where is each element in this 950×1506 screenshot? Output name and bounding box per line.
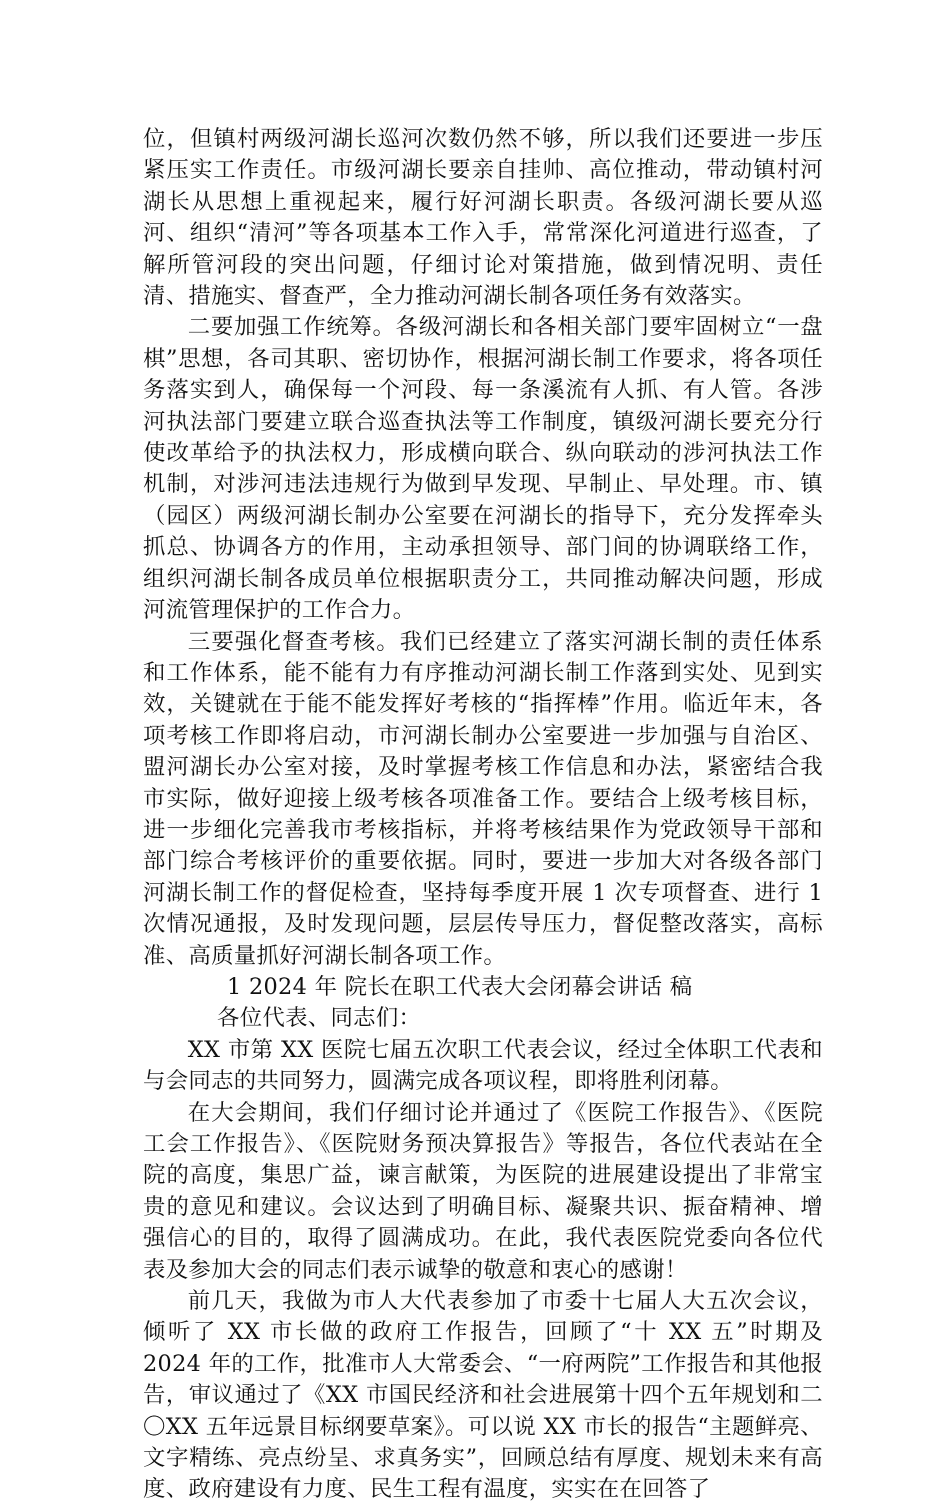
speech-paragraph-opening: XX 市第 XX 医院七届五次职工代表会议，经过全体职工代表和与会同志的共同努力，圆满完成各项议程，即将胜利闭幕。 [143,1036,823,1095]
salutation: 各位代表、同志们： [217,1005,422,1032]
paragraph-supervision: 三要强化督查考核。我们已经建立了落实河湖长制的责任体系和工作体系，能不能有力有序推动河湖长制工作落到实处、见到实效，关键就在于能不能发挥好考核的“指挥棒”作用。临近年末，各项考核工作即将启动，市河湖长制办公室要进一步加强与自治区、盟河湖长办公室对接，及时掌握考核工作信息和办法，紧密结合我市实际，做好迎接上级考核各项准备工作。要结合上级考核目标，进一步细化完善我市考核指标，并将考核结果作为党政领导干部和部门综合考核评价的重要依据。同时，要进一步加大对各级各部门河湖长制工作的督促检查，坚持每季度开展 1 次专项督查、进行 1 次情况通报，及时发现问题，层层传导压力，督促整改落实，高标准、高质量抓好河湖长制各项工作。 [143,628,823,969]
speech-paragraph-meeting: 在大会期间，我们仔细讨论并通过了《医院工作报告》、《医院工会工作报告》、《医院财务预决算报告》等报告，各位代表站在全院的高度，集思广益，谏言献策，为医院的进展建设提出了非常宝贵的意见和建议。会议达到了明确目标、凝聚共识、振奋精神、增强信心的目的，取得了圆满成功。在此，我代表医院党委向各位代表及参加大会的同志们表示诚挚的敬意和衷心的感谢！ [143,1099,823,1283]
paragraph-coordination: 二要加强工作统筹。各级河湖长和各相关部门要牢固树立“一盘棋”思想，各司其职、密切协作，根据河湖长制工作要求，将各项任务落实到人，确保每一个河段、每一条溪流有人抓、有人管。各涉河执法部门要建立联合巡查执法等工作制度，镇级河湖长要充分行使改革给予的执法权力，形成横向联合、纵向联动的涉河执法工作机制，对涉河违法违规行为做到早发现、早制止、早处理。市、镇（园区）两级河湖长制办公室要在河湖长的指导下，充分发挥牵头抓总、协调各方的作用，主动承担领导、部门间的协调联络工作，组织河湖长制各成员单位根据职责分工，共同推动解决问题，形成河流管理保护的工作合力。 [143,314,823,624]
paragraph-responsibility: 位，但镇村两级河湖长巡河次数仍然不够，所以我们还要进一步压紧压实工作责任。市级河湖长要亲自挂帅、高位推动，带动镇村河湖长从思想上重视起来，履行好河湖长职责。各级河湖长要从巡河、组织“清河”等各项基本工作入手，常常深化河道进行巡查，了解所管河段的突出问题，仔细讨论对策措施，做到情况明、责任清、措施实、督查严，全力推动河湖长制各项任务有效落实。 [143,126,823,310]
document-body [143,124,823,1506]
speech-paragraph-report: 前几天，我做为市人大代表参加了市委十七届人大五次会议，倾听了 XX 市长做的政府工作报告，回顾了“十 XX 五”时期及 2024 年的工作，批准市人大常委会、“一府两院”工作报告和其他报告，审议通过了《XX 市国民经济和社会进展第十四个五年规划和二〇XX 五年远景目标纲要草案》。可以说 XX 市长的报告“主题鲜亮、文字精练、亮点纷呈、求真务实”，回顾总结有厚度、规划未来有高度、政府建设有力度、民生工程有温度，实实在在回答了 [143,1288,823,1503]
section-heading: 1 2024 年 院长在职工代表大会闭幕会讲话 稿 [227,973,693,1000]
